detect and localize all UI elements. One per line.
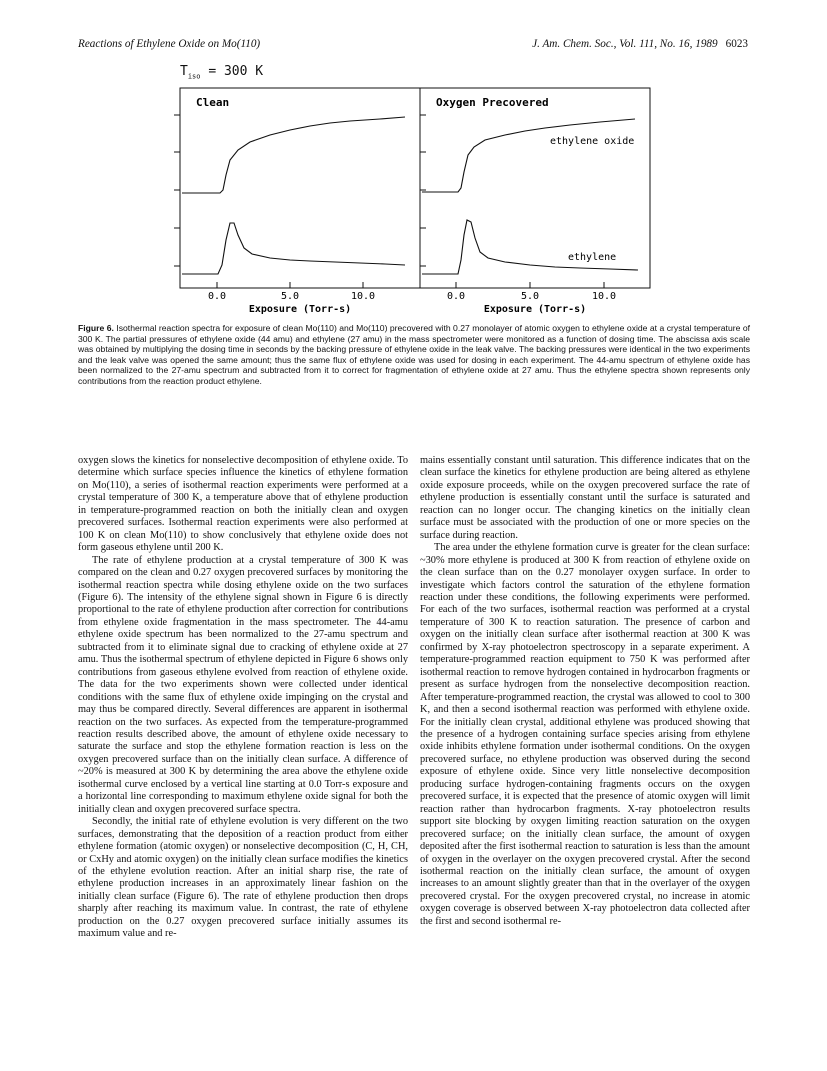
curve-label-ethylene-oxide: ethylene oxide <box>550 136 635 147</box>
paragraph: The rate of ethylene production at a crystal temperature of 300 K was compared on the clean and 0.27 oxygen precovered surfaces by monitoring the isothermal reaction spectra while dosing ethylene oxide on the two surfaces (Figure 6). The intensity of the ethylene signal shown in Figure 6 is directly proportional to the rate of ethylene production after correction for contributions from ethylene oxide fragmentation in the mass spectrometer. The 44-amu ethylene oxide spectrum has been normalized to the 27-amu spectrum and subtracted from it to eliminate signal due to cracking of ethylene oxide at 27 amu. Thus the isothermal spectrum of ethylene depicted in Figure 6 shows only contributions from gaseous ethylene evolved from reaction of ethylene oxide. The data for the two experiments shown were collected under identical conditions with the same flux of ethylene oxide impinging on the crystal and may thus be compared directly. Several differences are apparent in isothermal reaction on the two surfaces. As expected from the temperature-programmed reaction results described above, the amount of ethylene oxide necessary to saturate the surface and stop the ethylene formation reaction is less on the oxygen precovered surface than on the initially clean surface. A difference of ~20% is measured at 300 K by determining the area above the ethylene oxide isothermal curve enclosed by a vertical line starting at 0.0 Torr-s exposure and a horizontal line corresponding to maximum ethylene oxide signal for both the initially clean and oxygen precovered surface spectra. <box>78 554 408 815</box>
paragraph: Secondly, the initial rate of ethylene evolution is very different on the two surfaces, demonstrating that the deposition of a reaction product from either ethylene formation (atomic oxygen) or nonselective decomposition (C, H, CH, or CxHy and atomic oxygen) on the initially clean surface modifies the kinetics of the ethylene evolution reaction. After an initial sharp rise, the rate of ethylene production increases in an approximately linear fashion on the initially clean surface (Figure 6). The rate of ethylene production then drops sharply after reaching its maximum value. In contrast, the rate of ethylene production on the 0.27 oxygen precovered surface initially assumes its maximum value and re- <box>78 816 408 940</box>
tick-label: 10.0 <box>350 291 376 302</box>
paragraph: The area under the ethylene formation curve is greater for the clean surface: ~30% more ethylene is produced at 300 K from reaction of ethylene oxide on the clean surface than on the 0.27 monolayer oxygen surface. In order to investigate which factors control the saturation of the ethylene formation reaction under these conditions, the following experiments were performed. For each of the two surfaces, isothermal reaction was performed at a crystal temperature of 300 K to reaction saturation. The presence of carbon and oxygen on the initially clean surface after isothermal reaction at 300 K was confirmed by X-ray photoelectron spectroscopy in a separate experiment. A temperature-programmed reaction equipment to 750 K was performed after isothermal reaction to remove hydrogen contained in hydrocarbon fragments or present as surface hydrogen from the nonselective decomposition reaction. After temperature-programmed reaction, the crystal was allowed to cool to 300 K, and then a second isothermal reaction was performed with ethylene oxide. For the initially clean crystal, additional ethylene was produced showing that the presence of a hydrogen containing surface species arising from ethylene oxide inhibits ethylene formation under isothermal conditions. On the oxygen precovered surface, no ethylene production was observed during the second exposure of ethylene oxide. Since very little nonselective decomposition producing surface hydrogen-containing fragments occurs on the oxygen precovered surface, it is expected that the presence of atomic oxygen will limit reaction rather than hydrocarbon fragments. X-ray photoelectron results support site blocking by oxygen limiting reaction saturation on the oxygen precovered surface; on the initially clean surface, the amount of oxygen deposited after the first isothermal reaction to saturation is less than the amount of oxygen in the overlayer on the oxygen precovered crystal. After the second isothermal reaction on the initially clean surface, the amount of oxygen increases to an amount slightly greater than that in the overlayer of the oxygen precovered crystal. For the oxygen precovered crystal, no increase in atomic oxygen coverage is observed between X-ray photoelectron data collected after the first and second isothermal re- <box>420 542 750 927</box>
figure-caption <box>78 323 750 387</box>
panel-oxygen-precovered <box>420 88 650 315</box>
page-number: 6023 <box>725 38 748 50</box>
journal-citation: J. Am. Chem. Soc., Vol. 111, No. 16, 1989 <box>532 38 718 50</box>
paragraph: mains essentially constant until saturation. This difference indicates that on the clean surface the kinetics for ethylene production are being altered as ethylene oxide exposure proceeds, while on the oxygen precovered surface the rate of ethylene production is essentially constant until the surface is saturated and reaction can no longer occur. The changing kinetics on the initially clean surface must be associated with the production of one or more species on the surface during reaction. <box>420 455 750 541</box>
temperature-symbol: T <box>180 64 188 79</box>
x-axis-label: Exposure (Torr-s) <box>248 304 352 315</box>
temperature-label <box>180 64 263 81</box>
ethylene-oxide-curve <box>422 119 635 192</box>
panel-title: Oxygen Precovered <box>436 96 549 109</box>
caption-label: Figure 6. <box>78 323 114 333</box>
tick-label: 10.0 <box>591 291 617 302</box>
paragraph: oxygen slows the kinetics for nonselective decomposition of ethylene oxide. To determine which surface species influence the kinetics of ethylene formation on Mo(110), a series of isothermal reaction experiments were performed at a crystal temperature of 300 K, a temperature above that of ethylene production in temperature-programmed reaction on both the initially clean and oxygen precovered surfaces. Isothermal reaction experiments were also performed at 100 K on clean Mo(110) to show conclusively that ethylene oxide does not form gaseous ethylene until 200 K. <box>78 455 408 554</box>
y-ticks <box>174 115 180 266</box>
tick-label: 5.0 <box>520 291 540 302</box>
running-head-journal <box>532 38 748 50</box>
ethylene-oxide-curve <box>182 117 405 193</box>
curve-label-ethylene: ethylene <box>568 252 617 263</box>
left-column <box>78 455 408 941</box>
tick-label: 0.0 <box>446 291 466 302</box>
figure-6 <box>160 80 660 320</box>
y-ticks <box>420 115 426 266</box>
ethylene-curve <box>422 220 638 274</box>
tick-label: 0.0 <box>207 291 227 302</box>
temperature-subscript: iso <box>187 72 201 81</box>
running-head <box>78 38 748 50</box>
caption-text: Isothermal reaction spectra for exposure of clean Mo(110) and Mo(110) precovered with 0.27 monolayer of atomic oxygen to ethylene oxide at a crystal temperature of 300 K. The partial pressures of ethylene oxide (44 amu) and ethylene (27 amu) in the mass spectrometer were monitored as a function of dosing time. The abscissa axis scale was obtained by multiplying the dosing time in seconds by the backing pressure of ethylene oxide in the leak valve. The backing pressures were identical in the two experiments and the leak valve was opened the same amount; thus the same flux of ethylene oxide was used for dosing in each experiment. The 44-amu spectrum of ethylene oxide has been normalized to the 27-amu spectrum and subtracted from it to correct for fragmentation of ethylene oxide at 27 amu. Thus the ethylene spectra shown represents only contributions from the reaction product ethylene. <box>78 323 750 386</box>
panel-frame <box>180 88 420 288</box>
tick-label: 5.0 <box>280 291 300 302</box>
x-ticks <box>217 282 363 288</box>
panel-title: Clean <box>196 96 230 109</box>
right-column <box>420 455 750 928</box>
ethylene-curve <box>182 223 405 274</box>
temperature-value: = 300 K <box>208 64 264 79</box>
x-ticks <box>456 282 604 288</box>
x-axis-label: Exposure (Torr-s) <box>483 304 587 315</box>
running-head-title: Reactions of Ethylene Oxide on Mo(110) <box>78 38 261 50</box>
panel-clean <box>174 88 420 315</box>
